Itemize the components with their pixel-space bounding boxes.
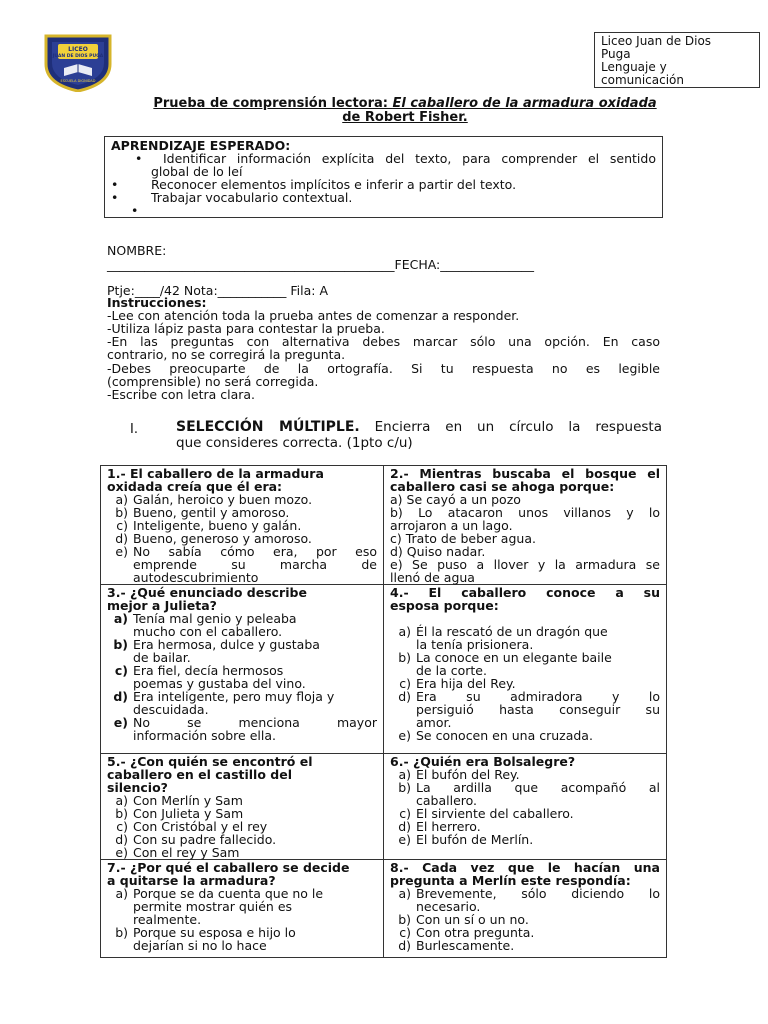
name-label: NOMBRE:	[107, 243, 167, 258]
option[interactable]: c) El sirviente del caballero.	[399, 806, 574, 821]
learning-objectives-heading: APRENDIZAJE ESPERADO:	[111, 138, 291, 153]
bullet-icon: •	[131, 203, 139, 218]
option[interactable]: a) Brevemente, sólo diciendo lo	[398, 886, 660, 901]
instruction-line: -Utiliza lápiz pasta para contestar la prueba.	[107, 321, 385, 336]
option-continued: permite mostrar quién es	[133, 899, 293, 914]
title-author: de Robert Fisher.	[342, 110, 468, 125]
instruction-line: contrario, no se corregirá la pregunta.	[107, 347, 346, 362]
option-continued: persiguió hasta conseguir su	[416, 702, 660, 717]
option[interactable]: b) Con Julieta y Sam	[115, 806, 244, 821]
score-line: Ptje:____/42 Nota:___________ Fila: A	[107, 283, 329, 298]
school-info-line: Puga	[601, 47, 631, 61]
question-1: 1.- El caballero de la armadura oxidada creía que él era: a) Galán, heroico y buen mozo. b) Bueno, gentil y amoroso. c) Inteligente, bueno y galán. d) Bueno, generoso y amoroso. e) No sabía cómo era, por eso emprende su marcha de autodescubrimiento	[101, 466, 384, 585]
option[interactable]: d) Quiso nadar.	[390, 544, 486, 559]
table-row	[101, 585, 667, 754]
logo-text-top: LICEO	[68, 46, 88, 53]
question-8: 8.- Cada vez que le hacían una pregunta a Merlín este respondía: a) Brevemente, sólo diciendo lo necesario. b) Con un sí o un no. c) Con otra pregunta. d) Burlescamente.	[384, 860, 667, 958]
option[interactable]: a) El bufón del Rey.	[398, 767, 520, 782]
option[interactable]: e) El bufón de Merlín.	[398, 832, 534, 847]
option[interactable]: c) Trato de beber agua.	[390, 531, 536, 546]
option-continued: realmente.	[133, 912, 202, 927]
question-7: 7.- ¿Por qué el caballero se decide a quitarse la armadura? a) Porque se da cuenta que no le permite mostrar quién es realmente. b) Porque su esposa e hijo lo dejarían si no lo hace	[101, 860, 384, 958]
option[interactable]: b) Lo atacaron unos villanos y lo	[390, 505, 660, 520]
school-info-line: comunicación	[601, 73, 685, 87]
option-continued: la tenía prisionera.	[416, 637, 534, 652]
option-continued: necesario.	[416, 899, 481, 914]
option-continued: llenó de agua	[390, 570, 475, 585]
option[interactable]: e) No sabía cómo era, por eso	[115, 544, 377, 559]
option[interactable]: a) Se cayó a un pozo	[390, 492, 521, 507]
objective-item: • Identificar información explícita del texto, para comprender el sentido	[135, 151, 656, 166]
option-continued: arrojaron a un lago.	[390, 518, 513, 533]
option-continued: autodescubrimiento	[133, 570, 259, 585]
option[interactable]: d) Era inteligente, pero muy floja y	[113, 689, 335, 704]
option[interactable]: c) Era fiel, decía hermosos	[114, 663, 284, 678]
question-3: 3.- ¿Qué enunciado describe mejor a Julieta? a) Tenía mal genio y peleaba mucho con el caballero. b) Era hermosa, dulce y gustaba de bailar. c) Era fiel, decía hermosos poemas y gustaba del vino. d) Era inteligente, pero muy floja y descuidada. e) No se menciona mayor información sobre ella.	[101, 585, 384, 754]
logo-text-bottom: ESCUELA DIGNIDAD	[60, 79, 96, 83]
title-book: El caballero de la armadura oxidada	[392, 96, 657, 111]
question-2: 2.- Mientras buscaba el bosque el caballero casi se ahoga porque: a) Se cayó a un pozo b) Lo atacaron unos villanos y lo arrojaron a un lago. c) Trato de beber agua. d) Quiso nadar. e) Se puso a llover y la armadura se llenó de agua	[384, 466, 667, 585]
option-continued: dejarían si no lo hace	[133, 938, 267, 953]
logo-text-name: JUAN DE DIOS PUGA	[52, 54, 104, 59]
option[interactable]: c) Con otra pregunta.	[399, 925, 535, 940]
school-logo	[42, 34, 114, 92]
section-text-2: que consideres correcta. (1pto c/u)	[176, 435, 413, 451]
instruction-line: -En las preguntas con alternativa debes marcar sólo una opción. En caso	[107, 334, 660, 349]
option[interactable]: e) Se puso a llover y la armadura se	[390, 557, 660, 572]
objective-item: • Reconocer elementos implícitos e inferir a partir del texto.	[111, 177, 517, 192]
question-5: 5.- ¿Con quién se encontró el caballero en el castillo del silencio? a) Con Merlín y Sam b) Con Julieta y Sam c) Con Cristóbal y el rey d) Con su padre fallecido. e) Con el rey y Sam	[101, 754, 384, 860]
option[interactable]: e) Se conocen en una cruzada.	[398, 728, 593, 743]
option-continued: de bailar.	[133, 650, 191, 665]
objective-item-continued: global de lo leí	[151, 164, 243, 179]
name-date-line[interactable]: ______________________________________________FECHA:_______________	[107, 257, 535, 272]
option[interactable]: e) Con el rey y Sam	[115, 845, 240, 860]
test-title	[100, 97, 710, 111]
option[interactable]: b) Era hermosa, dulce y gustaba	[113, 637, 320, 652]
option[interactable]: d) El herrero.	[398, 819, 481, 834]
option-continued: de la corte.	[416, 663, 487, 678]
option[interactable]: c) Era hija del Rey.	[399, 676, 516, 691]
option-continued: mucho con el caballero.	[133, 624, 283, 639]
option-continued: poemas y gustaba del vino.	[133, 676, 306, 691]
option-continued: caballero.	[416, 793, 478, 808]
option-continued: información sobre ella.	[133, 728, 276, 743]
instruction-line: (comprensible) no será corregida.	[107, 374, 319, 389]
title-prefix: Prueba de comprensión lectora:	[153, 96, 393, 111]
option[interactable]: b) Bueno, gentil y amoroso.	[115, 505, 290, 520]
option-continued: amor.	[416, 715, 452, 730]
learning-objectives-box	[104, 136, 663, 218]
table-row	[101, 860, 667, 958]
option[interactable]: b) La conoce en un elegante baile	[398, 650, 612, 665]
section-title: SELECCIÓN MÚLTIPLE.	[176, 419, 360, 435]
section-number: I.	[130, 422, 138, 437]
table-row	[101, 466, 667, 585]
option[interactable]: a) Porque se da cuenta que no le	[115, 886, 324, 901]
option[interactable]: b) Porque su esposa e hijo lo	[115, 925, 296, 940]
option-continued: emprende su marcha de	[133, 557, 377, 572]
school-info-line: Liceo Juan de Dios	[601, 34, 712, 48]
title-author-line	[100, 111, 710, 125]
option[interactable]: b) La ardilla que acompañó al	[398, 780, 660, 795]
option[interactable]: c) Inteligente, bueno y galán.	[116, 518, 302, 533]
bullet-icon: •	[135, 151, 143, 166]
instruction-line: -Escribe con letra clara.	[107, 387, 256, 402]
school-info-line: Lenguaje y	[601, 60, 667, 74]
option[interactable]: d) Con su padre fallecido.	[115, 832, 277, 847]
instruction-line: -Debes preocuparte de la ortografía. Si tu respuesta no es legible	[107, 361, 660, 376]
option[interactable]: d) Era su admiradora y lo	[398, 689, 660, 704]
option[interactable]: b) Con un sí o un no.	[398, 912, 529, 927]
option-continued: descuidada.	[133, 702, 209, 717]
question-4: 4.- El caballero conoce a su esposa porque: a) Él la rescató de un dragón que la tenía prisionera. b) La conoce en un elegante baile de la corte. c) Era hija del Rey. d) Era su admiradora y lo persiguió hasta conseguir su amor. e) Se conocen en una cruzada.	[384, 585, 667, 754]
option[interactable]: d) Bueno, generoso y amoroso.	[115, 531, 312, 546]
option[interactable]: a) Galán, heroico y buen mozo.	[115, 492, 313, 507]
option[interactable]: a) Él la rescató de un dragón que	[398, 624, 608, 639]
option[interactable]: d) Burlescamente.	[398, 938, 515, 953]
objective-item: • Trabajar vocabulario contextual.	[111, 190, 353, 205]
table-row	[101, 754, 667, 860]
section-text: Encierra en un círculo la respuesta	[359, 419, 662, 435]
instructions-heading: Instrucciones:	[107, 295, 207, 310]
school-info-box	[594, 32, 760, 88]
bullet-icon: •	[111, 177, 119, 192]
option[interactable]: e) No se menciona mayor	[113, 715, 377, 730]
instruction-line: -Lee con atención toda la prueba antes de comenzar a responder.	[107, 308, 520, 323]
question-6: 6.- ¿Quién era Bolsalegre? a) El bufón del Rey. b) La ardilla que acompañó al caballero. c) El sirviente del caballero. d) El herrero. e) El bufón de Merlín.	[384, 754, 667, 860]
bullet-icon: •	[111, 190, 119, 205]
option[interactable]: a) Con Merlín y Sam	[115, 793, 243, 808]
section-heading	[176, 419, 662, 451]
option[interactable]: c) Con Cristóbal y el rey	[116, 819, 268, 834]
questions-table	[100, 465, 667, 958]
option[interactable]: a) Tenía mal genio y peleaba	[113, 611, 297, 626]
